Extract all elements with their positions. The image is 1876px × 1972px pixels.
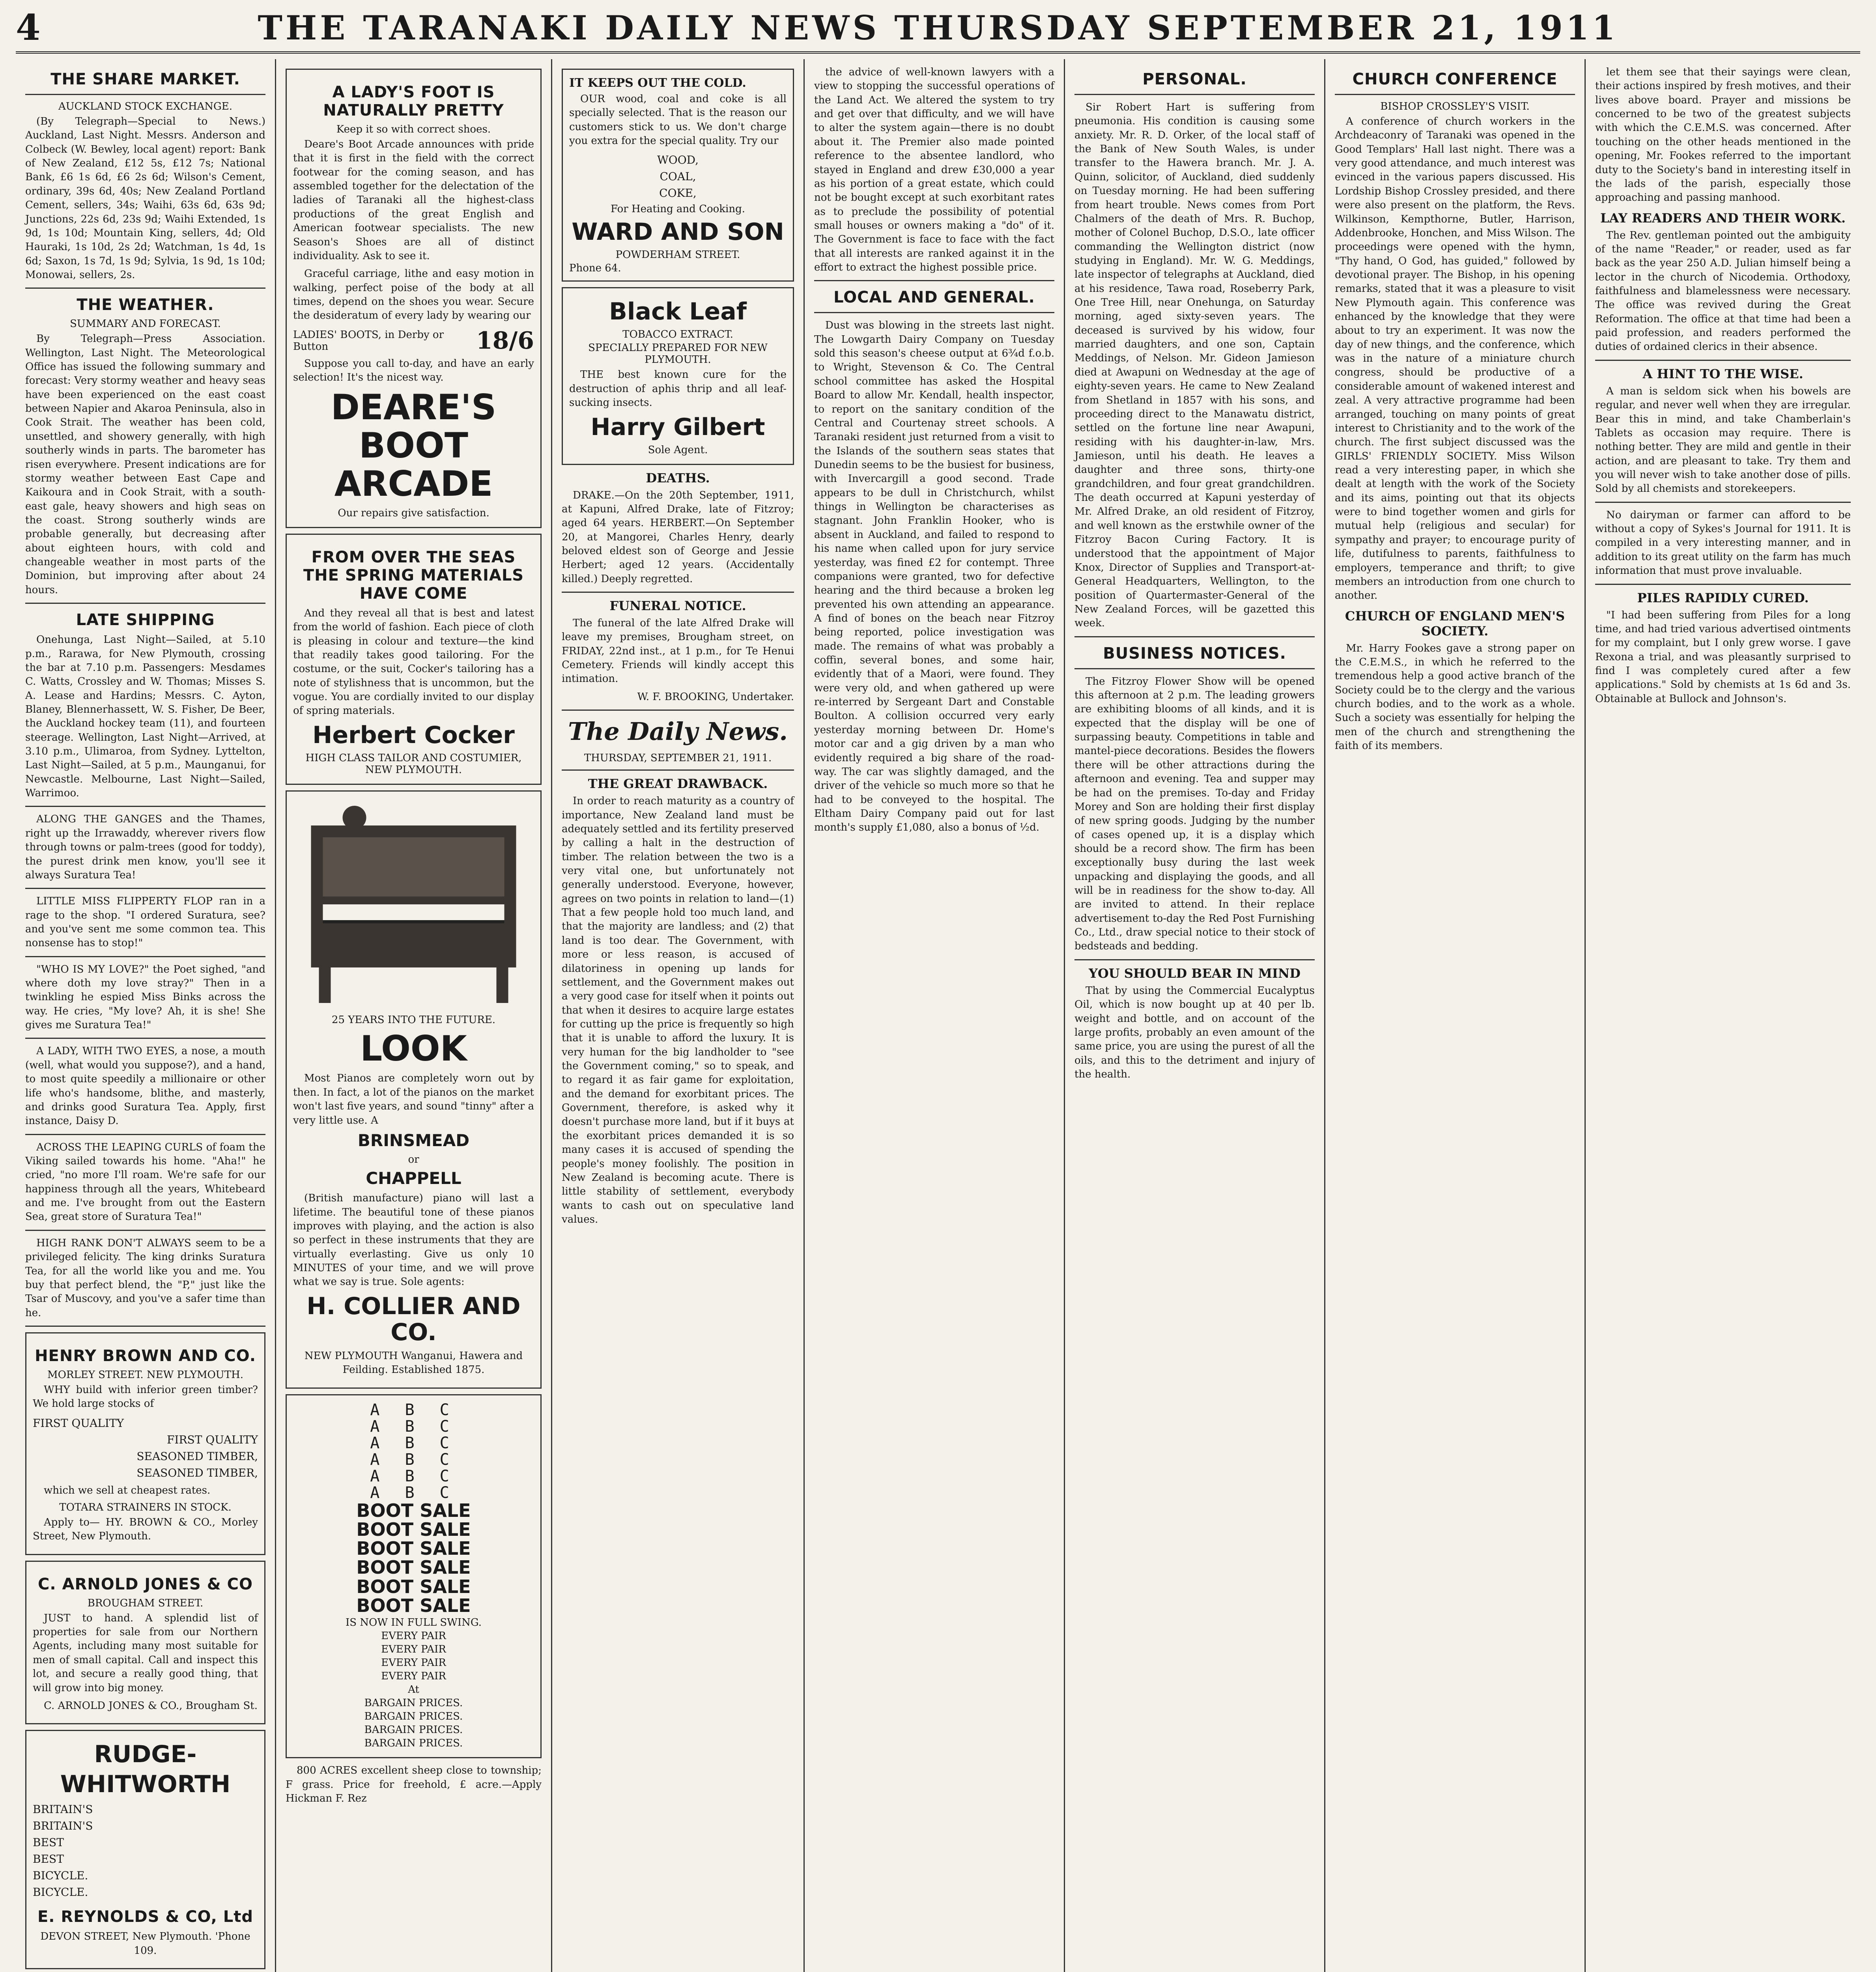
share-market-subheading: AUCKLAND STOCK EXCHANGE. — [58, 101, 233, 112]
or-text: or — [408, 1154, 419, 1166]
tea-ad-2: LITTLE MISS FLIPPERTY FLOP ran in a rage to the shop. "I ordered Suratura, see? and you've sent me some common tea. This nonsense has to stop!" — [25, 895, 265, 949]
ward-phone: Phone 64. — [569, 262, 621, 275]
abc-line: A B C — [370, 1450, 457, 1469]
column-5 — [1065, 59, 1325, 1972]
at-text: At — [408, 1684, 419, 1696]
arnold-jones-subheading: BROUGHAM STREET. — [87, 1597, 204, 1609]
rudge-whitworth-ad — [25, 1730, 265, 1969]
brinsmead: BRINSMEAD — [357, 1130, 470, 1150]
timber-list — [33, 1415, 258, 1481]
rudge-item: BICYCLE. — [33, 1886, 88, 1899]
hint-heading: A HINT TO THE WISE. — [1642, 366, 1803, 381]
tea-ad-6: HIGH RANK DON'T ALWAYS seem to be a privileged felicity. The king drinks Suratura Tea, for all the world like you and me. You buy that perfect blend, the "P," just like the Tsar of Muscovy, and you've a safer time than he. — [25, 1237, 265, 1319]
boot-sale-line: BOOT SALE — [356, 1500, 471, 1521]
every-pair: EVERY PAIR — [381, 1657, 446, 1669]
rudge-line-1: RUDGE- — [94, 1740, 197, 1768]
newspaper-title: THE TARANAKI DAILY NEWS THURSDAY SEPTEMBER 21, 1911 — [258, 8, 1618, 47]
piano-body: (British manufacture) piano will last a lifetime. The beautiful tone of these pianos improves with playing, and the action is also so perfect in these instruments that they are virtually everlasting. Give us only 10 MINUTES of your time, and we will prove what we say is true. Sole agents: — [293, 1192, 534, 1288]
bargain-prices: BARGAIN PRICES. — [364, 1737, 463, 1750]
editorial-body: In order to reach maturity as a country of importance, New Zealand land must be adequately settled and its fertility preserved by calling a halt in the destruction of timber. The relation between the two is a very vital one, but unfortunately not generally understood. Everyone, however, agrees on two points in relation to land—(1) That a few people hold too much land, and that the majority are landless; and (2) that land is too dear. The Government, with more or less reason, is accused of dilatoriness in opening up lands for settlement, and the Government makes out a very good case for itself when it points out that when it desires to acquire large estates for cutting up the price is frequently so high that it is unable to afford the luxury. It is very human for the big landholder to "see the Government coming," so to speak, and to regard it as fair game for exploitation, and the demand for exorbitant prices. The Government, therefore, is asked why it doesn't purchase more land, but if it buys at the exorbitant prices demanded it is so many cases it is accused of spending the people's money foolishly. The position in New Zealand is becoming acute. There is little stability of settlement, everybody wants to cash out on speculative land values. — [562, 795, 794, 1225]
cems-heading: CHURCH OF ENGLAND MEN'S SOCIETY. — [1345, 608, 1565, 639]
seas-heading: FROM OVER THE SEAS THE SPRING MATERIALS HAVE COME — [303, 548, 524, 603]
rudge-item: BEST — [33, 1852, 64, 1866]
coal-item: COKE, — [659, 187, 697, 200]
funeral-sign: W. F. BROOKING, Undertaker. — [637, 691, 794, 703]
tea-ad-3: "WHO IS MY LOVE?" the Poet sighed, "and where doth my love stray?" Then in a twinkling he espied Miss Binks across the way. He cries, "My love? Ah, it is she! She gives me Suratura Tea!" — [25, 963, 265, 1031]
masthead — [16, 4, 1860, 54]
rudge-line-2: WHITWORTH — [60, 1770, 231, 1798]
tea-ad-4: A LADY, WITH TWO EYES, a nose, a mouth (well, what would you suppose?), and a hand, to most quite speedily a millionaire or other life who's handsome, blithe, and masterly, and drinks good Suratura Tea. Apply, first instance, Daisy D. — [25, 1045, 265, 1127]
arnold-jones-body: JUST to hand. A splendid list of properties for sale from our Northern Agents, including many most suitable for men of small capital. Call and inspect this lot, and secure a really good thing, that will grow into big money. — [33, 1612, 258, 1694]
rudge-item: BRITAIN'S — [33, 1819, 93, 1833]
funeral-heading: FUNERAL NOTICE. — [609, 598, 746, 614]
personal-body: Sir Robert Hart is suffering from pneumonia. His condition is causing some anxiety. Mr. R. D. Orker, of the local staff of the Bank of New South Wales, is under transfer to the Hawera branch. Mr. J. A. Quinn, solicitor, of Auckland, died suddenly on Tuesday morning. He had been suffering from heart trouble. News comes from Port Chalmers of the death of Mrs. R. Buchop, mother of Colonel Buchop, D.S.O., late officer commanding the Wellington district (now studying in England). Mr. W. G. Meddings, late inspector of telegraphs at Auckland, died at his residence, Tawa road, Roseberry Park, One Tree Hill, near Onehunga, on Saturday morning, aged sixty-seven years. The deceased is survived by his widow, four married daughters, and one son, Captain Meddings, of Nelson. Mr. Gideon Jamieson died at Awapuni on Wednesday at the age of eighty-seven years. He came to New Zealand from Shetland in 1857 with his sons, and proceeding direct to the Manawatu district, settled on the fortune line near Awapuni, residing with his daughter-in-law, Mrs. Jamieson, until his death. He leaves a daughter and three sons, thirty-one grandchildren, and four great grandchildren. The death occurred at Kapuni yesterday of Mr. Alfred Drake, an old resident of Fitzroy, and well known as the erstwhile owner of the Fitzroy Bacon Curing Factory. It is understood that the appointment of Major Knox, Director of Supplies and Transport-at-General Headquarters, Wellington, to the position of Quartermaster-General of the New Zealand Forces, will be gazetted this week. — [1074, 101, 1315, 629]
piano-ad — [286, 790, 542, 1389]
boot-sale-ad — [286, 1394, 542, 1759]
reynolds-subheading: DEVON STREET, New Plymouth. 'Phone 109. — [40, 1931, 250, 1957]
editorial-continued: the advice of well-known lawyers with a view to stopping the successful operations of the Land Act. We altered the system to try and get over that difficulty, and we will have to alter the system again—there is no doubt about it. The Premier also made pointed reference to the absentee landlord, who stayed in England and drew £30,000 a year as his portion of a great estate, which could not be bought except at such exorbitant rates as to preclude the possibility of potential small houses or owners making a "do" of it. The Government is face to face with the fact that all interests are ranked against it in the effort to extract the highest possible price. — [814, 66, 1054, 274]
abc-line: A B C — [370, 1483, 457, 1502]
henry-brown-body: WHY build with inferior green timber? We hold large stocks of — [33, 1384, 258, 1410]
timber-item: FIRST QUALITY — [166, 1433, 258, 1446]
cocker-ad — [286, 534, 542, 785]
editorial-heading: THE GREAT DRAWBACK. — [588, 776, 768, 792]
share-market-body: (By Telegraph—Special to News.) Auckland, Last Night. Messrs. Anderson and Colbeck (W. Bewley, local agent) report: Bank of New Zealand, £12 5s, £12 7s; National Bank, £6 1s 6d, £6 2s 6d; Wilson's Cement, ordinary, 39s 6d, 40s; New Zealand Portland Cement, sellers, 34s; Waihi, 63s 6d, 63s 9d; Junctions, 22s 6d, 23s 9d; Waihi Extended, 1s 9d, 1s 10d; Mountain King, sellers, 4d; Old Hauraki, 1s 10d, 2s 2d; Watchman, 1s 4d, 1s 6d; Saxon, 1s 7d, 1s 9d; Sylvia, 1s 9d, 1s 10d; Monowai, sellers, 2s. — [25, 116, 265, 281]
piles-body: "I had been suffering from Piles for a long time, and had tried various advertised ointments for my complaint, but I only grew worse. I gave Rexona a trial, and was pleasantly surprised to find I was completely cured after a few applications." Sold by chemists at 1s 6d and 3s. Obtainable at Bullock and Johnson's. — [1595, 609, 1851, 705]
look-heading: LOOK — [360, 1028, 467, 1069]
weather-subheading: SUMMARY AND FORECAST. — [70, 318, 221, 330]
ward-ad — [562, 69, 794, 282]
column-1 — [16, 59, 276, 1972]
weather-body: By Telegraph—Press Association. Wellington, Last Night. The Meteorological Office has issued the following summary and forecast: Very stormy weather and heavy seas have been experienced on the east coast between Napier and Akaroa Peninsula, also in Cook Strait. The weather has been cold, unsettled, and showery generally, with high southerly winds in parts. The barometer has risen everywhere. Present indications are for stormy weather between East Cape and Kaikoura and in Cook Strait, with a south-east gale, heavy showers and high seas on the coast. Strong southerly winds are probable generally, but decreasing after about eighteen hours, with cold and changeable weather in most parts of the Dominion, but improving after about 24 hours. — [25, 333, 265, 596]
column-4 — [805, 59, 1065, 1972]
local-general-body: Dust was blowing in the streets last night. The Lowgarth Dairy Company on Tuesday sold this season's cheese output at 6¾d f.o.b. to Wright, Stevenson & Co. The Central school committee has asked the Hospital Board to allow Mr. Kendall, health inspector, to report on the sanitary condition of the Central and Courtenay street schools. A Taranaki resident just returned from a visit to the Islands of the southern seas states that Dunedin seems to be the busiest for business, with Invercargill a good second. Trade appears to be dull in Christchurch, whilst things in Wellington be characterises as stagnant. John Franklin Hooker, who is absent in Auckland, and failed to respond to his name when called upon for jury service yesterday, was fined £2 for contempt. Three companions were granted, two for defective hearing and the third because a broken leg prevented his own attending an appearance. A find of bones on the beach near Fitzroy being reported, police investigation was made. The remains of what was probably a coffin, several bones, and some hair, evidently that of a Maori, were found. They were very old, and when gathered up were re-interred by Sergeant Dart and Constable Boulton. A collision occurred very early yesterday morning between Dr. Home's motor car and a gig driven by a man who evidently required a big share of the road-way. The car was slightly damaged, and the driver of the vehicle so much more so that he had to be conveyed to the hospital. The Eltham Dairy Company paid out for last month's supply £1,080, also a bonus of ½d. — [814, 319, 1054, 834]
boot-sale-line: BOOT SALE — [356, 1518, 471, 1540]
henry-brown-tail: which we sell at cheapest rates. — [44, 1484, 211, 1496]
cocker-name: Herbert Cocker — [312, 721, 515, 749]
abc-line: A B C — [370, 1401, 457, 1419]
coal-item: COAL, — [660, 170, 696, 183]
daily-news-title: The Daily News. — [568, 717, 788, 746]
abc-line: A B C — [370, 1434, 457, 1452]
lay-readers-heading: LAY READERS AND THEIR WORK. — [1600, 210, 1846, 226]
boot-sale-line: BOOT SALE — [356, 1557, 471, 1578]
business-body: The Fitzroy Flower Show will be opened this afternoon at 2 p.m. The leading growers are exhibiting blooms of all kinds, and it is expected that the display will be one of surpassing beauty. Competitions in table and mantel-piece decorations. Besides the flowers there will be other attractions during the afternoon and evening. Tea and supper may be had on the premises. To-day and Friday Morey and Son are holding their first display of new spring goods. Judging by the number of cases opened up, it is a display which should be a record show. The firm has been exceptionally busy during the last week unpacking and displaying the goods, and all will be in readiness for the show to-day. All are invited to attend. In their replace advertisement to-day the Red Post Furnishing Co., Ltd., draw special notice to their stock of bedsteads and bedding. — [1074, 675, 1315, 952]
rudge-item: BICYCLE. — [33, 1869, 88, 1882]
blackleaf-subheading: TOBACCO EXTRACT. — [622, 329, 733, 341]
local-general-heading: LOCAL AND GENERAL. — [833, 288, 1035, 307]
foot-body: Deare's Boot Arcade announces with pride that it is first in the field with the correct footwear for the coming season, and has assembled together for the delectation of the ladies of Taranaki all the highest-class productions of the great English and American footwear specialists. The new Season's Shoes are all of distinct individuality. Ask to see it. — [293, 138, 534, 262]
acres-ad: 800 ACRES excellent sheep close to township; F grass. Price for freehold, £ acre.—Apply Hickman F. Rez — [286, 1765, 542, 1804]
boot-sale-line: BOOT SALE — [356, 1595, 471, 1616]
column-3 — [552, 59, 805, 1972]
seas-body: And they reveal all that is best and latest from the world of fashion. Each piece of cloth is pleasing in colour and texture—the kind that readily takes good tailoring. For the costume, or the suit, Cocker's tailoring has a note of stylishness that is uncommon, but the vogue. You are cordially invited to our display of spring materials. — [293, 607, 534, 717]
every-pair: EVERY PAIR — [381, 1670, 446, 1683]
bargain-prices: BARGAIN PRICES. — [364, 1724, 463, 1736]
henry-brown-subheading: MORLEY STREET. NEW PLYMOUTH. — [47, 1369, 244, 1381]
rudge-item: BRITAIN'S — [33, 1803, 93, 1816]
church-heading: CHURCH CONFERENCE — [1352, 70, 1558, 88]
bargain-prices: BARGAIN PRICES. — [364, 1697, 463, 1709]
every-pair: EVERY PAIR — [381, 1643, 446, 1656]
abc-line: A B C — [370, 1417, 457, 1436]
coal-item: WOOD, — [657, 153, 699, 167]
abc-line: A B C — [370, 1467, 457, 1485]
hint-body: A man is seldom sick when his bowels are regular, and never well when they are irregular. Bear this in mind, and take Chamberlain's Tablets as occasion may require. There is nothing better. They are mild and gentle in their action, and are pleasant to take. Try them and you will never wish to take another dose of pills. Sold by all chemists and storekeepers. — [1595, 385, 1851, 495]
deare-subheading: Our repairs give satisfaction. — [338, 507, 490, 519]
remember-body: That by using the Commercial Eucalyptus Oil, which is now bought up at 40 per lb. weight and bottle, and on account of the large profits, probably an even amount of the same price, you are using the purest of all the oils, and this to the detriment and injury of the health. — [1074, 984, 1315, 1080]
foot-body-2: Graceful carriage, lithe and easy motion in walking, perfect poise of the body at all times, depend on the shoes you wear. Secure the desideratum of every lady by wearing our — [293, 268, 534, 322]
boots-label: LADIES' BOOTS, in Derby or Button — [293, 329, 444, 353]
arnold-jones-sign: C. ARNOLD JONES & CO., Brougham St. — [44, 1699, 258, 1712]
look-body: Most Pianos are completely worn out by then. In fact, a lot of the pianos on the market won't last five years, and sound "tinny" after a very little use. A — [293, 1072, 534, 1126]
church-subheading: BISHOP CROSSLEY'S VISIT. — [1380, 101, 1530, 112]
business-heading: BUSINESS NOTICES. — [1103, 644, 1286, 663]
boot-sale-line: BOOT SALE — [356, 1576, 471, 1597]
foot-heading: A LADY'S FOOT IS NATURALLY PRETTY — [323, 83, 504, 120]
gilbert-subheading: Sole Agent. — [648, 444, 708, 456]
now-full-swing: IS NOW IN FULL SWING. — [345, 1617, 482, 1629]
church-body: A conference of church workers in the Archdeaconry of Taranaki was opened in the Good Templars' Hall last night. There was a very good attendance, and much interest was evinced in the various papers discussed. His Lordship Bishop Crossley presided, and there were also present on the platform, the Revs. Wilkinson, Kempthorne, Butler, Harrison, Addenbrooke, Honchen, and Miss Wilson. The proceedings were opened with the hymn, "Thy hand, O God, has guided," followed by devotional prayer. The Bishop, in his opening remarks, stated that it was a pleasure to visit New Plymouth again. This conference was enhanced by the knowledge that they were about to try an experiment. It was now the day of new things, and the conference, which was in the nature of a miniature church congress, should be productive of a considerable amount of wakened interest and zeal. A very attractive programme had been arranged, touching on many points of great interest to Christianity and to the work of the church. The first subject discussed was the GIRLS' FRIENDLY SOCIETY. Miss Wilson read a very interesting paper, in which she dealt at length with the work of the Society and its aims, pointing out that its objects were to bind together women and girls for mutual help (religious and secular) for sympathy and prayer; to encourage purity of life, dutifulness to parents, faithfulness to employers, temperance and thrift; to give members an introduction from one church to another. — [1335, 116, 1575, 602]
timber-item: SEASONED TIMBER, — [136, 1466, 258, 1479]
foot-subheading: Keep it so with correct shoes. — [336, 123, 491, 135]
collier-subheading: NEW PLYMOUTH Wanganui, Hawera and Feilding. Established 1875. — [304, 1350, 523, 1376]
remember-heading: YOU SHOULD BEAR IN MIND — [1088, 965, 1301, 981]
cems-body: Mr. Harry Fookes gave a strong paper on the C.E.M.S., in which he referred to the tremendous help a good active branch of the Society could be to the clergy and the various church bodies, and to the work as a whole. Such a society was essentially for helping the men of the church and strengthening the faith of its members. — [1335, 642, 1575, 752]
funeral-body: The funeral of the late Alfred Drake will leave my premises, Brougham street, on FRIDAY, 22nd inst., at 1 p.m., for Te Henui Cemetery. Friends will kindly accept this intimation. — [562, 617, 794, 685]
deare-name: DEARE'S BOOT ARCADE — [331, 387, 497, 504]
tea-ad-1: ALONG THE GANGES and the Thames, right up the Irrawaddy, wherever rivers flow through towns or palm-trees (good for toddy), the purest drink men know, you'll see it always Suratura Tea! — [25, 813, 265, 881]
columns — [16, 59, 1860, 1972]
ward-name: WARD AND SON — [572, 218, 784, 246]
blackleaf-body: THE best known cure for the destruction of aphis thrip and all leaf-sucking insects. — [569, 369, 787, 409]
column-6 — [1325, 59, 1586, 1972]
lay-readers-body: The Rev. gentleman pointed out the ambiguity of the name "Reader," or reader, used as far back as the year 250 A.D. Julian himself being a lector in the church of Nicodemia. Orthodoxy, faithfulness and blamelessness were necessary. The office was revived during the Great Reformation. The office at that time had been a paid profession, and readers performed the duties of ordained clerics in their absence. — [1595, 229, 1851, 353]
boot-sale-line: BOOT SALE — [356, 1538, 471, 1559]
piano-caption: 25 YEARS INTO THE FUTURE. — [331, 1014, 496, 1026]
ward-subheading: POWDERHAM STREET. — [615, 249, 740, 261]
personal-heading: PERSONAL. — [1142, 70, 1247, 88]
henry-brown-apply: Apply to— HY. BROWN & CO., Morley Street, New Plymouth. — [33, 1516, 258, 1542]
deaths-heading: DEATHS. — [646, 470, 710, 486]
reynolds-heading: E. REYNOLDS & CO, Ltd — [37, 1908, 254, 1926]
piano-illustration — [293, 802, 534, 1007]
timber-item: FIRST QUALITY — [33, 1416, 124, 1430]
blackleaf-subheading-2: SPECIALLY PREPARED FOR NEW PLYMOUTH. — [588, 342, 768, 366]
foot-tail: Suppose you call to-day, and have an early selection! It's the nicest way. — [293, 357, 534, 384]
blackleaf-ad — [562, 287, 794, 465]
totara-strainers: TOTARA STRAINERS IN STOCK. — [59, 1501, 232, 1514]
cocker-subheading: HIGH CLASS TAILOR AND COSTUMIER, NEW PLYMOUTH. — [305, 752, 522, 776]
arnold-jones-ad — [25, 1561, 265, 1725]
gilbert-name: Harry Gilbert — [590, 413, 765, 441]
deare-ad — [286, 69, 542, 528]
deaths-body: DRAKE.—On the 20th September, 1911, at Kapuni, Alfred Drake, late of Fitzroy; aged 64 years. HERBERT.—On September 20, at Mangorei, Charles Henry, dearly beloved eldest son of George and Jessie Herbert; aged 12 years. (Accidentally killed.) Deeply regretted. — [562, 489, 794, 585]
every-pair: EVERY PAIR — [381, 1630, 446, 1642]
coal-tail: For Heating and Cooking. — [610, 203, 746, 215]
weather-heading: THE WEATHER. — [77, 296, 214, 314]
page-number: 4 — [16, 7, 41, 49]
column-7 — [1586, 59, 1860, 1972]
editorial-date: THURSDAY, SEPTEMBER 21, 1911. — [584, 752, 772, 764]
shipping-heading: LATE SHIPPING — [76, 611, 215, 629]
blackleaf-name: Black Leaf — [609, 298, 747, 326]
rudge-item: BEST — [33, 1836, 64, 1849]
boots-price: 18/6 — [476, 327, 534, 355]
share-market-heading: THE SHARE MARKET. — [50, 70, 240, 88]
arnold-jones-heading: C. ARNOLD JONES & CO — [38, 1575, 253, 1593]
church-continued: let them see that their sayings were clean, their actions inspired by fresh motives, and their lives above board. Prayer and missions be concerned to be two of the greatest subjects with which the C.E.M.S. was concerned. After touching on the other heads mentioned in the opening, Mr. Fookes referred to the important duty to the Society's band in interesting itself in the lads of the parish, especially those approaching and passing manhood. — [1595, 66, 1851, 204]
column-2 — [276, 59, 552, 1972]
chappell: CHAPPELL — [366, 1169, 462, 1188]
keeps-out-cold: IT KEEPS OUT THE COLD. — [569, 76, 746, 90]
henry-brown-heading: HENRY BROWN AND CO. — [35, 1346, 256, 1365]
shipping-body: Onehunga, Last Night—Sailed, at 5.10 p.m., Rarawa, for New Plymouth, crossing the bar at 7.10 p.m. Passengers: Mesdames C. Watts, Crossley and W. Thomas; Misses S. A. Lease and Hardins; Messrs. C. Ayton, Blaney, Blennerhassett, W. S. Fisher, De Beer, the Auckland hockey team (11), and fourteen steerage. Wellington, Last Night—Arrived, at 3.10 p.m., Ulimaroa, from Sydney. Lyttelton, Last Night—Sailed, at 5 p.m., Maunganui, for Newcastle. Melbourne, Last Night—Sailed, Warrimoo. — [25, 634, 265, 799]
timber-item: SEASONED TIMBER, — [136, 1449, 258, 1463]
henry-brown-ad — [25, 1332, 265, 1555]
piles-heading: PILES RAPIDLY CURED. — [1637, 590, 1809, 605]
collier-name: H. COLLIER AND CO. — [306, 1292, 521, 1346]
bargain-prices: BARGAIN PRICES. — [364, 1711, 463, 1723]
tea-ad-5: ACROSS THE LEAPING CURLS of foam the Viking sailed towards his home. "Aha!" he cried, "no more I'll roam. We're safe for our happiness through all the years, Whitebeard and me. I've brought from out the Eastern Sea, great store of Suratura Tea!" — [25, 1141, 265, 1223]
dairy-journal-body: No dairyman or farmer can afford to be without a copy of Sykes's Journal for 1911. It is compiled in a very interesting manner, and in addition to its great utility on the farm has much information that must prove invaluable. — [1595, 509, 1851, 577]
coal-body: OUR wood, coal and coke is all specially selected. That is the reason our customers stick to us. We don't charge you extra for the special quality. Try our — [569, 93, 787, 147]
